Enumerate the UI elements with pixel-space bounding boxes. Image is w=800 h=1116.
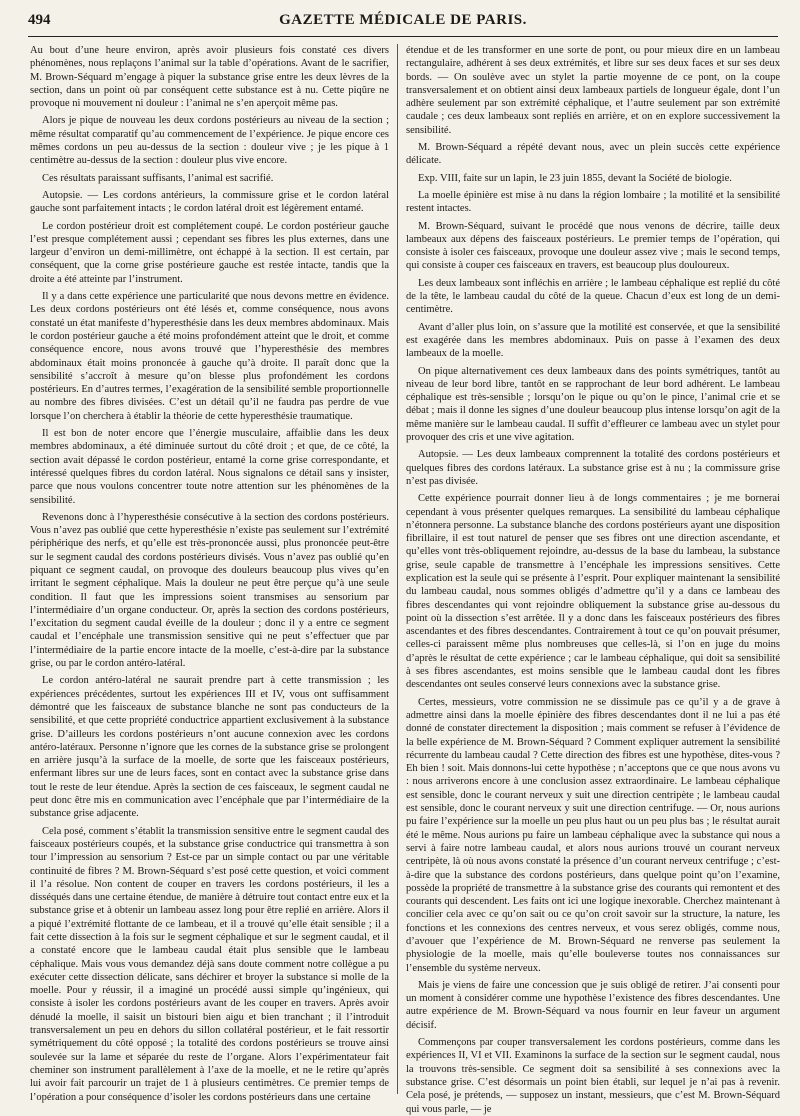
paragraph: Le cordon antéro-latéral ne saurait prendre part à cette transmission ; les expériences précédentes, surtout les expériences III et IV, vous ont suffisamment démontré que les faisceaux de substance blanche ne sont pas conducteurs de la sensibilité, et que cette propriété conductrice appartient exclusivement à la substance grise. D’ailleurs les cordons postérieurs n’ont aucune connexion avec les cordons antéro-latéraux. Personne n’ignore que les cornes de la substance grise se prolongent en arrière jusqu’à la surface de la moelle, de sorte que les faisceaux postérieurs, enfermant libres sur une de leurs faces, sont en contact avec la substance grise dans tout le reste de leur étendue. Après la section de ces faisceaux, le segment caudal ne peut donc être mis en communication avec l’encéphale que par l’intermédiaire de la substance grise adjacente.	[30, 675, 389, 820]
paragraph: Ces résultats paraissant suffisants, l’animal est sacrifié.	[42, 172, 274, 184]
paragraph: Autopsie. — Les deux lambeaux comprennent la totalité des cordons postérieurs et quelques fibres des cordons latéraux. La substance grise est à nu ; la commissure grise n’est pas divisée.	[406, 449, 780, 487]
paragraph: Il y a dans cette expérience une particularité que nous devons mettre en évidence. Les deux cordons postérieurs ont été lésés et, comme conséquence, nous avons constaté un état manifeste d’hyperesthésie dans les deux membres abdominaux. Mais le cordon postérieur gauche a été moins profondément atteint que le droit, et comme conséquence encore, nous avons trouvé que l’hyperesthésie des membres abdominaux était moins prononcée à gauche qu’à droite. Il paraît donc que la sensibilité s’accroît à mesure qu’on blesse plus profondément les cordons postérieurs. En d’autres termes, l’exagération de la sensibilité semble proportionnelle au nombre des fibres divisées. C’est un détail qu’il ne faudra pas perdre de vue lorsque l’on cherchera à établir la théorie de cette hyperesthésie traumatique.	[30, 291, 389, 422]
paragraph: Commençons par couper transversalement les cordons postérieurs, comme dans les expériences II, VI et VII. Examinons la surface de la section sur le segment caudal, nous la trouvons très-sensible. Ce segment doit sa sensibilité à ses connexions avec la substance grise. C’est désormais un point bien établi, sur lequel je n’ai pas à revenir. Cela posé, je prétends, — supposez un instant, messieurs, que c’est M. Brown-Séquard qui vous parle, — je	[406, 1037, 780, 1115]
right-column	[406, 44, 780, 1115]
column-divider	[397, 44, 398, 1094]
paragraph: Autopsie. — Les cordons antérieurs, la commissure grise et le cordon latéral gauche sont parfaitement intacts ; le cordon latéral droit est légèrement entamé.	[30, 189, 389, 215]
journal-title: GAZETTE MÉDICALE DE PARIS.	[279, 12, 527, 28]
paragraph: Au bout d’une heure environ, après avoir plusieurs fois constaté ces divers phénomènes, nous replaçons l’animal sur la table d’opérations. Avant de le sacrifier, M. Brown-Séquard m’engage à piquer la substance grise entre les deux lèvres de la section, dans un point où par conséquent cette substance est à nu. Cette piqûre ne provoque ni mouvement ni douleur : l’animal ne s’en aperçoit même pas.	[30, 45, 389, 110]
paragraph: Alors je pique de nouveau les deux cordons postérieurs au niveau de la section ; même résultat comparatif qu’au commencement de l’expérience. Je pique encore ces mêmes cordons un peu au-dessus de la section : douleur vive ; je les pique à 1 centimètre au-dessus de la section : douleur plus vive encore.	[30, 115, 389, 167]
paragraph: Cela posé, comment s’établit la transmission sensitive entre le segment caudal des faisceaux postérieurs coupés, et la substance grise conductrice qui transmettra à son tour l’impression au sensorium ? Est-ce par un simple contact ou par une véritable continuité de fibres ? M. Brown-Séquard s’est posé cette question, et voici comment il l’a résolue. Non content de couper en travers les cordons postérieurs, il les a disséqués dans une certaine étendue, de manière à détruire tout contact entre eux et la substance grise et à obtenir un lambeau assez long pour être replié en arrière. Alors il a piqué l’extrémité flottante de ce lambeau, et il a trouvé qu’elle était sensible ; il a fait cette dissection à la fois sur le segment céphalique et sur le segment caudal, et il a constaté encore que le lambeau caudal était plus sensible que le lambeau céphalique. Mais vous vous demandez déjà sans doute comment notre collègue a pu exécuter cette dissection délicate, sans déchirer et broyer la substance si molle de la moelle. Pour y réussir, il a imaginé un procédé aussi simple qu’ingénieux, qui consiste à isoler les cordons postérieurs avant de les couper en travers. Après avoir dénudé la moelle, il saisit un bistouri bien aigu et bien tranchant ; il l’introduit transversalement un peu en dehors du sillon collatéral postérieur, et le fait ressortir symétriquement du côté opposé ; la totalité des cordons postérieurs se trouve ainsi soulevée sur la lame et séparée du reste de l’organe. Alors l’expérimentateur fait cheminer son instrument parallèlement à l’axe de la moelle, et ne le retire qu’après lui avoir fait parcourir un trajet de 1 à plusieurs centimètres. Ce premier temps de l’opération a pour conséquence d’isoler les cordons postérieurs dans une certaine	[30, 825, 389, 1103]
paragraph: Le cordon postérieur droit est complétement coupé. Le cordon postérieur gauche l’est presque complétement aussi ; cependant ses fibres les plus externes, dans une largeur d’environ un demi-millimètre, ont échappé à la section. Il est certain, par conséquent, que la corne grise postérieure gauche est restée intacte, tandis que la droite a été atteinte par l’instrument.	[30, 220, 389, 285]
left-column	[30, 44, 389, 1103]
paragraph: Avant d’aller plus loin, on s’assure que la motilité est conservée, et que la sensibilité est exagérée dans les membres abdominaux. Puis on passe à l’examen des deux lambeaux de la moelle.	[406, 321, 780, 360]
page-header	[28, 10, 778, 37]
paragraph: M. Brown-Séquard a répété devant nous, avec un plein succès cette expérience délicate.	[406, 142, 780, 167]
paragraph: Revenons donc à l’hyperesthésie consécutive à la section des cordons postérieurs. Vous n’avez pas oublié que cette hyperesthésie n’existe pas seulement sur l’extrémité périphérique des nerfs, et qu’elle est très-prononcée aussi, plus prononcée peut-être sur le segment caudal des cordons postérieurs divisés. Vous n’avez pas oublié qu’en piquant ce segment caudal, on provoque des douleurs beaucoup plus vives qu’en irritant le segment céphalique. Mais la douleur ne peut être perçue qu’à une seule condition. Il faut que les impressions soient transmises au sensorium par l’intermédiaire d’un organe conducteur. Or, après la section des cordons postérieurs, l’excitation du segment caudal éveille de la douleur ; donc il y a entre ce segment caudal et l’encéphale une transmission sensitive qui ne peut s’effectuer que par l’intermédiaire de la partie encore intacte de la moelle, c’est-à-dire par la substance grise, ou par le cordon antéro-latéral.	[30, 511, 389, 670]
paragraph: Exp. VIII, faite sur un lapin, le 23 juin 1855, devant la Société de biologie.	[418, 172, 732, 184]
paragraph: étendue et de les transformer en une sorte de pont, ou pour mieux dire en un lambeau rectangulaire, adhérent à ses deux extrémités, et libre sur ses deux faces et sur ses deux bords. — On soulève avec un stylet la partie moyenne de ce pont, on la coupe transversalement et on obtient ainsi deux lambeaux partiels de longueur égale, dont l’un adhère seulement par son extrémité céphalique, et l’autre seulement par son extrémité caudale ; ces deux lambeaux sont repliés en arrière, et on en explore successivement la sensibilité.	[406, 45, 780, 136]
page-number: 494	[28, 12, 51, 28]
paragraph: On pique alternativement ces deux lambeaux dans des points symétriques, tantôt au niveau de leur bord libre, tantôt en se rapprochant de leur bord adhérent. Le lambeau céphalique est très-sensible ; lorsqu’on le pique ou qu’on le pince, l’animal crie et se débat ; mais il donne les signes d’une douleur beaucoup plus intense lorsqu’on agit de la même manière sur le lambeau caudal. Il suffit d’effleurer ce lambeau avec un stylet pour provoquer des cris et une vive agitation.	[406, 365, 780, 444]
paragraph: Cette expérience pourrait donner lieu à de longs commentaires ; je me bornerai cependant à vous présenter quelques remarques. La sensibilité du lambeau céphalique n’étonnera personne. La substance blanche des cordons postérieurs ayant une disposition fibrillaire, il est tout naturel de penser que ses fibres ont une direction ascendante, et qu’elles vont très-obliquement rejoindre, au-dessus de la base du lambeau, la substance grise, seule capable de transmettre à l’encéphale les impressions sensitives. Cette explication est la seule qui se présente à l’esprit. Pour expliquer maintenant la sensibilité du lambeau caudal, nous sommes obligés d’admettre qu’il y a dans ce lambeau des fibres descendantes qui vont rejoindre obliquement la substance grise au-dessous du point où la dissection s’est arrêtée. Il y a donc dans les faisceaux postérieurs des fibres ascendantes et des fibres descendantes. Contrairement à tout ce qu’on pouvait présumer, celles-ci paraissent même plus nombreuses que celles-là, si l’on en juge du moins d’après le résultat de cette expérience ; car le lambeau céphalique, qui doit sa sensibilité à ses fibres ascendantes, est moins sensible que le lambeau caudal dont les fibres descendantes ont seules conservé leurs connexions avec la substance grise.	[406, 493, 780, 691]
paragraph: Il est bon de noter encore que l’énergie musculaire, affaiblie dans les deux membres abdominaux, a été diminuée surtout du côté droit ; et que, de ce côté, la section avait dépassé le cordon postérieur, entamé la corne grise correspondante, et intéressé quelques fibres du cordon latéral. Nous signalons ce détail sans y insister, parce que nous voulons concentrer toute notre attention sur les phénomènes de la sensibilité.	[30, 428, 389, 506]
paragraph: M. Brown-Séquard, suivant le procédé que nous venons de décrire, taille deux lambeaux aux dépens des faisceaux postérieurs. Le premier temps de l’opération, qui consiste à isoler ces faisceaux, provoque une douleur assez vive ; mais le second temps, qui consiste à couper ces faisceaux en travers, est beaucoup plus douloureux.	[406, 220, 780, 272]
paragraph: Mais je viens de faire une concession que je suis obligé de retirer. J’ai consenti pour un moment à considérer comme une hypothèse l’existence des fibres descendantes. Une autre expérience de M. Brown-Séquard va nous fournir en leur faveur un argument décisif.	[406, 979, 780, 1031]
paragraph: Les deux lambeaux sont infléchis en arrière ; le lambeau céphalique est replié du côté de la tête, le lambeau caudal du côté de la queue. Chacun d’eux est long de un demi-centimètre.	[406, 277, 780, 316]
paragraph: Certes, messieurs, votre commission ne se dissimule pas ce qu’il y a de grave à admettre ainsi dans la moelle épinière des fibres descendantes dont il ne lui a pas été donné de constater directement la disposition ; mais comment se refuser à l’évidence de la belle expérience de M. Brown-Séquard ? Comment expliquer autrement la sensibilité récurrente du lambeau caudal ? Cette direction des fibres est une hypothèse, dites-vous ? Eh bien ! soit. Mais donnons-lui cette hypothèse ; n’acceptons que ce que nous avons vu : nous arriverons encore à une conclusion assez extraordinaire. Le lambeau céphalique est sensible, donc le courant nerveux y suit une direction centripète ; le lambeau caudal est sensible, donc le courant nerveux y suit une direction centrifuge. — Or, nous aurions pu faire l’expérience sur la moelle un peu plus haut ou un peu plus bas ; le résultat aurait été le même. Nous aurions pu faire un lambeau céphalique avec la substance qui nous a servi à faire notre lambeau caudal, et alors nous aurions trouvé un courant nerveux centripète, là où nous avons constaté la présence d’un courant nerveux centrifuge ; c’est-à-dire que la substance des cordons postérieurs, dans quelque point qu’on l’examine, possède la propriété de transmettre à la substance grise des courants qui remontent et des courants qui descendent. Les faits ont ici une logique inexorable. Cherchez maintenant à concilier cela avec ce qu’on sait ou ce qu’on croit savoir sur la structure, la nature, les fonctions et les connexions des centres nerveux, et vous serez obligés, comme nous, d’avouer que l’expérience de M. Brown-Séquard ne renverse pas seulement la physiologie de la moelle, mais qu’elle bouleverse toutes nos connaissances sur l’ensemble du système nerveux.	[406, 696, 780, 974]
paragraph: La moelle épinière est mise à nu dans la région lombaire ; la motilité et la sensibilité restent intactes.	[406, 189, 780, 215]
